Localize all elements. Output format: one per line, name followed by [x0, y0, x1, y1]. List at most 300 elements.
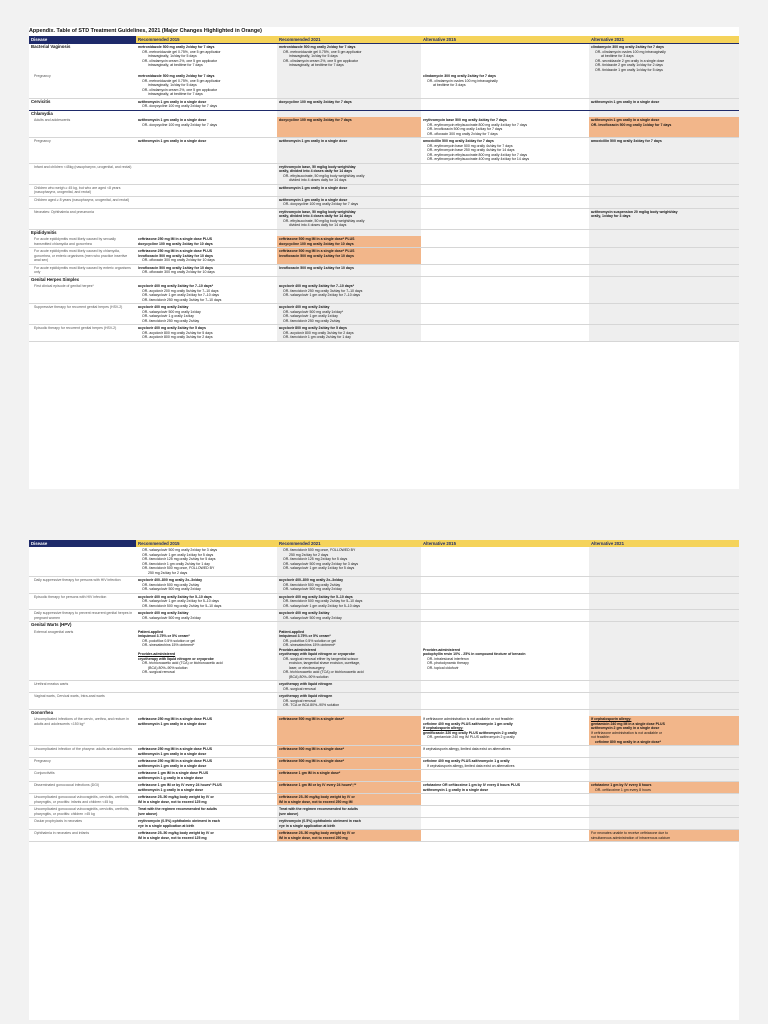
recommended-2015-cell [136, 283, 277, 304]
regimen-line: OR- tinidazole 2 gm orally 1x/day for 2 days [595, 63, 663, 67]
recommended-2021-cell [277, 830, 421, 842]
regimen-line: If cephalosporin allergy: [591, 717, 632, 721]
alternative-2015-cell [421, 782, 589, 794]
condition-label: Children aged ≥ 8 years (nasopharynx, urogenital, and rectal) [29, 196, 136, 208]
condition-label: For acute epididymitis most likely caused by enteric organisms only [29, 264, 136, 276]
alternative-2015-cell [421, 830, 589, 842]
regimen-line: laser, or electrosurgery [289, 665, 325, 670]
alternative-2015-cell [421, 794, 589, 806]
recommended-2015-cell [136, 709, 277, 716]
regimen-line: metronidazole 500 mg orally 2x/day for 7 days [138, 45, 215, 49]
regimen-line: OR- famciclovir 500 mg once, FOLLOWED BY [142, 566, 215, 570]
recommended-2015-cell [136, 98, 277, 110]
alternative-2021-cell [589, 117, 739, 138]
table-row [29, 325, 739, 342]
alternative-2021-cell [589, 547, 739, 577]
alternative-2021-cell [589, 818, 739, 830]
regimen-line: OR- gentamicin 240 mg IM PLUS azithromycin 2 g orally [427, 735, 515, 739]
regimen-line: doxycycline 100 mg orally 2x/day for 7 days [279, 118, 352, 122]
regimen-line: If ceftriaxone administration is not available or [591, 730, 663, 735]
regimen-line: ceftriaxone 1 gm IM or by IV every 24 hours*,** [279, 783, 357, 787]
alternative-2021-cell [589, 716, 739, 746]
alternative-2021-cell [589, 577, 739, 594]
alternative-2021-cell [589, 629, 739, 681]
recommended-2021-cell [277, 138, 421, 164]
table-row [29, 818, 739, 830]
alternative-2015-cell [421, 709, 589, 716]
alternative-2021-cell [589, 794, 739, 806]
regimen-line: OR- tinidazole 1 gm orally 1x/day for 5 days [595, 67, 663, 72]
regimen-line: OR- acyclovir 800 mg orally 3x/day for 2 days [142, 335, 213, 339]
table-row [29, 716, 739, 746]
regimen-line: OR- famciclovir 250 mg orally 3x/day for 7–10 days [142, 297, 222, 302]
recommended-2021-cell [277, 98, 421, 110]
regimen-line: OR- erythromycin ethylsuccinate 800 mg orally 4x/day for 7 days [427, 152, 528, 157]
table-row [29, 248, 739, 265]
regimen-line: orally, divided into 4 doses daily for 14 days [279, 214, 353, 218]
treatment-table-2 [29, 540, 739, 842]
regimen-line: OR- erythromycin base 500 mg orally 4x/day for 7 days [427, 143, 513, 148]
table-row [29, 746, 739, 758]
alternative-2021-cell [589, 138, 739, 164]
recommended-2021-cell [277, 782, 421, 794]
condition-label: Episodic therapy for recurrent genital herpes (HSV-2) [29, 325, 136, 342]
regimen-line: OR- photodynamic therapy [427, 661, 469, 665]
regimen-line: OR- levofloxacin 500 mg orally 1x/day for 7 days [591, 122, 672, 127]
regimen-line: azithromycin 1 gm orally in a single dose [279, 185, 348, 190]
section-title: Genital Warts (HPV) [29, 622, 136, 629]
condition-label [29, 547, 136, 577]
regimen-line: OR- valacyclovir 500 mg orally 2x/day [283, 587, 342, 591]
header-row [29, 36, 739, 44]
section-title: Cervicitis [29, 98, 136, 110]
regimen-line: azithromycin 1 gm orally in a single dose [279, 197, 348, 202]
header-recommended-2021: Recommended 2021 [277, 36, 421, 44]
regimen-line: clindamycin 300 mg orally 2x/day for 7 days [423, 74, 496, 78]
regimen-line: (see above) [138, 811, 158, 816]
condition-label: Uncomplicated infections of the cervix, urethra, and rectum in adults and adolescents <150 kg* [29, 716, 136, 746]
recommended-2021-cell [277, 746, 421, 758]
condition-label: Urethral meatus warts [29, 681, 136, 693]
regimen-line: 250 mg 2x/day for 2 days [289, 552, 329, 557]
recommended-2015-cell [136, 325, 277, 342]
alternative-2021-cell [589, 782, 739, 794]
regimen-line: podophyllin resin 10% - 25% in compound tincture of benzoin [423, 652, 526, 656]
alternative-2015-cell [421, 818, 589, 830]
table-row [29, 610, 739, 622]
alternative-2015-cell [421, 208, 589, 229]
regimen-line: OR- acyclovir 800 mg orally 2x/day for 5 days [142, 330, 213, 335]
alternative-2021-cell [589, 98, 739, 110]
regimen-line: OR- podofilox 0.5% solution or gel [142, 638, 196, 643]
regimen-line: erythromycin base, 50 mg/kg body weight/day [279, 164, 356, 169]
recommended-2021-cell [277, 622, 421, 629]
regimen-line: azithromycin 1 gm orally in a single dose [279, 139, 348, 143]
header-disease: Disease [29, 36, 136, 44]
regimen-line: Provider-administered [279, 647, 317, 652]
regimen-line: OR- famciclovir 250 mg orally 2x/day [283, 318, 341, 323]
regimen-line: OR- surgical removal either by tangential scissor [283, 656, 359, 661]
document-title: Appendix. Table of STD Treatment Guidelines, 2021 (Major Changes Highlighted in Orange) [29, 28, 262, 34]
regimen-line: OR- clindamycin ovules 100 mg intravaginally [595, 49, 666, 54]
recommended-2021-cell [277, 73, 421, 98]
treatment-table-1 [29, 36, 739, 342]
table-row [29, 163, 739, 184]
recommended-2021-cell [277, 196, 421, 208]
recommended-2015-cell [136, 818, 277, 830]
regimen-line: OR- clindamycin ovules 100 mg intravaginally [427, 78, 498, 83]
alternative-2015-cell [421, 304, 589, 325]
condition-label: Children who weigh ≥ 45 kg, but who are aged <8 years (nasopharynx, urogenital, and rectal) [29, 184, 136, 196]
regimen-line: 250 mg 2x/day for 2 days [148, 570, 188, 575]
regimen-line: orally, 1x/day for 3 days [591, 214, 631, 218]
table-row [29, 184, 739, 196]
recommended-2021-cell [277, 248, 421, 265]
regimen-line: OR- clindamycin cream 2%, one 5 gm applicator [283, 58, 359, 63]
regimen-line: ceftriaxone 25–50 mg/kg body weight by IV or [279, 831, 355, 835]
regimen-line: azithromycin 1 gm orally in a single dose [138, 118, 207, 122]
alternative-2021-cell [589, 709, 739, 716]
regimen-line: metronidazole 500 mg orally 2x/day for 7 days [138, 74, 215, 78]
recommended-2021-cell [277, 610, 421, 622]
regimen-line: OR- valacyclovir 500 mg orally 2x/day [142, 615, 201, 620]
regimen-line: imiquimod 3.75% or 5% cream* [279, 634, 331, 638]
regimen-line: OR- surgical removal [283, 698, 316, 703]
alternative-2015-cell [421, 758, 589, 770]
recommended-2015-cell [136, 73, 277, 98]
alternative-2021-cell [589, 622, 739, 629]
table-row [29, 577, 739, 594]
condition-label: Conjunctivitis [29, 770, 136, 782]
table-row [29, 593, 739, 610]
recommended-2015-cell [136, 138, 277, 164]
regimen-line: erythromycin base, 50 mg/kg body weight/day [279, 209, 356, 214]
regimen-line: levofloxacin 500 mg orally 1x/day for 10 days [279, 265, 354, 270]
recommended-2015-cell [136, 629, 277, 681]
regimen-line: cefixime 800 mg orally in a single dose* [595, 739, 661, 744]
regimen-line: IM in a single dose, not to exceed 125 mg [138, 799, 207, 804]
section-title: Bacterial Vaginosis [29, 44, 136, 74]
table-row [29, 304, 739, 325]
regimen-line: OR- trichloroacetic acid (TCA) or bichloroacetic acid [283, 670, 364, 674]
regimen-line: OR- levofloxacin 500 mg orally 1x/day for 7 days [427, 127, 503, 131]
regimen-line: OR- valacyclovir 1 gm orally 2x/day for 7–10 days [283, 293, 361, 297]
regimen-line: OR- surgical removal [142, 670, 175, 674]
table-row [29, 758, 739, 770]
regimen-line: at bedtime for 3 days [433, 83, 466, 87]
condition-label: Uncomplicated gonococcal vulvovaginitis, cervicitis, urethritis, pharyngitis, or proctitis: infants and children <45 kg [29, 794, 136, 806]
regimen-line: azithromycin 1 g orally in a single dose [423, 787, 489, 792]
alternative-2015-cell [421, 276, 589, 283]
regimen-line: OR- famciclovir 500 mg orally 2x/day [142, 582, 200, 587]
alternative-2015-cell [421, 806, 589, 818]
regimen-line: OR- erythromycin base 250 mg orally 4x/day for 14 days [427, 148, 515, 152]
alternative-2021-cell [589, 610, 739, 622]
regimen-line: OR- ofloxacin 300 mg orally 2x/day for 10 days [142, 258, 215, 262]
regimen-line: amoxicillin 500 mg orally 3x/day for 7 days [423, 139, 494, 143]
regimen-line: OR- famciclovir 500 mg orally 2x/day [283, 582, 341, 587]
recommended-2015-cell [136, 44, 277, 74]
alternative-2021-cell [589, 746, 739, 758]
recommended-2015-cell [136, 184, 277, 196]
regimen-line: OR- famciclovir 500 mg orally 2x/day for 5–10 days [283, 599, 363, 603]
condition-label: Adults and adolescents [29, 117, 136, 138]
alternative-2021-cell [589, 770, 739, 782]
recommended-2015-cell [136, 229, 277, 236]
regimen-line: erythromycin (0.5%) ophthalmic ointment in each [279, 819, 361, 823]
alternative-2021-cell [589, 758, 739, 770]
section-title: Epididymitis [29, 229, 136, 236]
regimen-line: Provider-administered [423, 647, 461, 652]
recommended-2021-cell [277, 693, 421, 710]
recommended-2021-cell [277, 110, 421, 117]
recommended-2021-cell [277, 229, 421, 236]
regimen-line: ceftriaxone 25–50 mg/kg body weight by IV or [138, 831, 214, 835]
section-row [29, 276, 739, 283]
regimen-line: ceftriaxone 25–50 mg/kg body weight by IV or [138, 795, 214, 799]
alternative-2021-cell [589, 229, 739, 236]
regimen-line: OR- famciclovir 500 mg once, FOLLOWED BY [283, 548, 356, 552]
regimen-line: ceftriaxone 250 mg IM in a single dose PLUS [138, 759, 213, 763]
recommended-2015-cell [136, 276, 277, 283]
recommended-2021-cell [277, 304, 421, 325]
regimen-line: OR- ethylsuccinate, 50 mg/kg body weight/day orally [283, 218, 365, 223]
recommended-2021-cell [277, 264, 421, 276]
recommended-2015-cell [136, 593, 277, 610]
table-row [29, 681, 739, 693]
alternative-2015-cell [421, 248, 589, 265]
alternative-2021-cell [589, 304, 739, 325]
recommended-2015-cell [136, 716, 277, 746]
regimen-line: OR- ofloxacin 300 mg orally 2x/day for 10 days [142, 270, 215, 274]
regimen-line: OR- valacyclovir 1 gm orally 2x/day for 7–10 days [142, 293, 220, 297]
regimen-line: ceftriaxone 1 gm IM or by IV every 24 hours* PLUS [138, 783, 222, 787]
regimen-line: (BCA) 80%–90% solution [289, 674, 329, 679]
recommended-2015-cell [136, 794, 277, 806]
section-row [29, 110, 739, 117]
recommended-2021-cell [277, 758, 421, 770]
regimen-line: ceftriaxone 250 mg IM in a single dose PLUS [138, 747, 213, 751]
regimen-line: cryotherapy with liquid nitrogen or cryoprobe [279, 652, 355, 656]
regimen-line: cryotherapy with liquid nitrogen [279, 694, 333, 698]
section-row [29, 44, 739, 74]
condition-label: Pregnancy [29, 758, 136, 770]
condition-label: Pregnancy [29, 138, 136, 164]
recommended-2021-cell [277, 794, 421, 806]
header-row [29, 540, 739, 547]
condition-label: Neonates: Ophthalmia and pneumonia [29, 208, 136, 229]
regimen-line: acyclovir 400 mg orally 2x/day [279, 305, 330, 309]
regimen-line: OR- clindamycin cream 2%, one 5 gm applicator [142, 58, 218, 63]
alternative-2015-cell [421, 138, 589, 164]
regimen-line: cefotaxime 1 gm by IV every 8 hours [591, 783, 652, 787]
section-row [29, 709, 739, 716]
regimen-line: If ceftriaxone administration is not available or not feasible: [423, 717, 514, 721]
regimen-line: azithromycin 1 gm orally in a single dose [591, 99, 660, 104]
regimen-line: azithromycin 2 gm orally in a single dose [591, 726, 660, 730]
regimen-line: cefixime 400 mg orally PLUS azithromycin 1 g orally [423, 759, 510, 763]
recommended-2021-cell [277, 208, 421, 229]
alternative-2015-cell [421, 577, 589, 594]
regimen-line: OR- acyclovir 200 mg orally 5x/day for 7–10 days [142, 288, 219, 293]
regimen-line: OR- metronidazole gel 0.75%, one 5 gm applicator [142, 78, 221, 83]
regimen-line: OR- erythromycin ethylsuccinate 400 mg orally 4x/day for 14 days [427, 157, 530, 161]
recommended-2021-cell [277, 709, 421, 716]
regimen-line: cryotherapy with liquid nitrogen [279, 682, 333, 686]
regimen-line: Patient-applied [138, 629, 164, 634]
regimen-line: acyclovir 400 mg orally 3x/day for 7–10 days* [279, 284, 355, 288]
regimen-line: Provider-administered [138, 652, 176, 656]
alternative-2015-cell [421, 184, 589, 196]
regimen-line: acyclovir 400 mg orally 3x/day for 5 days [138, 326, 206, 330]
regimen-line: OR- valacyclovir 1 gm orally 2x/day for 5–10 days [142, 599, 220, 603]
regimen-line: OR- valacyclovir 1 gm orally 1x/day [283, 314, 338, 318]
recommended-2021-cell [277, 681, 421, 693]
condition-label: Suppressive therapy for recurrent genital herpes (HSV-2) [29, 304, 136, 325]
recommended-2015-cell [136, 770, 277, 782]
regimen-line: levofloxacin 500 mg orally 1x/day for 10 days [279, 253, 354, 258]
header-alternative-2015: Alternative 2015 [421, 36, 589, 44]
section-title: Chlamydia [29, 110, 136, 117]
regimen-line: acyclovir 400–800 mg orally 2x–3x/day [279, 578, 344, 582]
recommended-2021-cell [277, 276, 421, 283]
regimen-line: OR- valacyclovir 1 gm orally 1x/day for 5 days [283, 566, 355, 570]
regimen-line: ceftriaxone 250 mg IM in a single dose PLUS [138, 249, 213, 253]
header-recommended-2015: Recommended 2015 [136, 540, 277, 547]
regimen-line: OR- famciclovir 250 mg orally 2x/day [142, 318, 200, 323]
recommended-2015-cell [136, 693, 277, 710]
condition-label: Vaginal warts, Cervical warts, Intra-anal warts [29, 693, 136, 710]
alternative-2015-cell [421, 44, 589, 74]
recommended-2015-cell [136, 208, 277, 229]
regimen-line: OR- valacyclovir 500 mg orally 2x/day [283, 615, 342, 620]
recommended-2015-cell [136, 681, 277, 693]
recommended-2015-cell [136, 746, 277, 758]
regimen-line: eye in a single application at birth [138, 823, 195, 828]
table-row [29, 693, 739, 710]
regimen-line: (see above) [279, 811, 299, 816]
table-row [29, 208, 739, 229]
table-body-2 [29, 547, 739, 842]
section-title: Genital Herpes Simplex [29, 276, 136, 283]
recommended-2021-cell [277, 629, 421, 681]
table-row [29, 138, 739, 164]
regimen-line: OR- valacyclovir 500 mg orally 1x/day* [283, 309, 344, 314]
alternative-2015-cell [421, 746, 589, 758]
regimen-line: clindamycin 300 mg orally 2x/day for 7 days [591, 45, 664, 49]
regimen-line: OR- podofilox 0.5% solution or gel [283, 638, 337, 643]
regimen-line: OR- valacyclovir 1 gm orally 2x/day for 5–10 days [283, 603, 361, 608]
page-2 [29, 540, 739, 1020]
alternative-2021-cell [589, 830, 739, 842]
alternative-2021-cell [589, 236, 739, 248]
alternative-2021-cell [589, 196, 739, 208]
recommended-2021-cell [277, 716, 421, 746]
alternative-2021-cell [589, 283, 739, 304]
regimen-line: gentamicin 240 mg IM in a single dose PLUS [591, 721, 665, 726]
regimen-line: erythromycin (0.5%) ophthalmic ointment in each [138, 819, 220, 823]
condition-label: Disseminated gonococcal infections (DGI) [29, 782, 136, 794]
regimen-line: ceftriaxone 500 mg IM in a single dose* [279, 717, 345, 721]
regimen-line: ceftriaxone 250 mg IM in a single dose PLUS [138, 717, 213, 721]
regimen-line: metronidazole 500 mg orally 2x/day for 7 days [279, 45, 356, 49]
alternative-2015-cell [421, 196, 589, 208]
regimen-line: OR- sinecatechins 15% ointment* [283, 643, 336, 647]
recommended-2015-cell [136, 610, 277, 622]
condition-label: For acute epididymitis most likely caused by chlamydia, gonorrhea, or enteric organisms (men who practice insertive anal sex) [29, 248, 136, 265]
table-row [29, 264, 739, 276]
regimen-line: (BCA) 80%–90% solution [148, 665, 188, 670]
recommended-2021-cell [277, 593, 421, 610]
alternative-2021-cell [589, 325, 739, 342]
regimen-line: OR- sinecatechins 15% ointment* [142, 643, 195, 647]
header-alternative-2015: Alternative 2015 [421, 540, 589, 547]
alternative-2021-cell [589, 693, 739, 710]
regimen-line: OR- secnidazole 2 gm orally in a single dose [595, 58, 665, 63]
regimen-line: OR- doxycycline 100 mg orally 2x/day for 7 days [142, 122, 218, 127]
recommended-2015-cell [136, 547, 277, 577]
regimen-line: IM in a single dose, not to exceed 250 mg IM [279, 799, 353, 804]
header-recommended-2015: Recommended 2015 [136, 36, 277, 44]
regimen-line: orally, divided into 4 doses daily for 14 days [279, 169, 353, 173]
regimen-line: OR- surgical removal [283, 686, 316, 691]
regimen-line: acyclovir 400 mg orally 3x/day [279, 611, 330, 615]
alternative-2015-cell [421, 629, 589, 681]
condition-label: External anogenital warts [29, 629, 136, 681]
table-row [29, 629, 739, 681]
regimen-line: amoxicillin 500 mg orally 3x/day for 7 days [591, 139, 662, 143]
condition-label: Daily suppressive therapy to prevent recurrent genital herpes in pregnant women [29, 610, 136, 622]
regimen-line: not feasible: [591, 735, 610, 739]
alternative-2015-cell [421, 693, 589, 710]
regimen-line: Treat with the regimen recommended for adults [279, 807, 358, 811]
alternative-2021-cell [589, 110, 739, 117]
recommended-2015-cell [136, 196, 277, 208]
alternative-2021-cell [589, 163, 739, 184]
regimen-line: intravaginally, 1x/day for 5 days [289, 54, 338, 58]
alternative-2015-cell [421, 117, 589, 138]
recommended-2015-cell [136, 577, 277, 594]
regimen-line: acyclovir 400 mg orally 2x/day [138, 305, 189, 309]
alternative-2021-cell [589, 681, 739, 693]
recommended-2021-cell [277, 577, 421, 594]
recommended-2021-cell [277, 770, 421, 782]
regimen-line: ceftriaxone 1 gm IM in a single dose PLUS [138, 771, 209, 775]
regimen-line: azithromycin suspension 20 mg/kg body weight/day [591, 209, 678, 214]
regimen-line: cefixime 400 mg orally PLUS azithromycin 1 gm orally [423, 721, 513, 726]
regimen-line: OR- valacyclovir 500 mg orally 2x/day for 3 days [283, 561, 359, 566]
regimen-line: ceftriaxone 500 mg IM in a single dose* PLUS [279, 249, 355, 253]
recommended-2021-cell [277, 818, 421, 830]
section-row [29, 622, 739, 629]
table-row [29, 117, 739, 138]
regimen-line: excision, tangential shave excision, curettage, [289, 661, 361, 665]
recommended-2021-cell [277, 184, 421, 196]
table-row [29, 770, 739, 782]
regimen-line: ceftriaxone 25–50 mg/kg body weight by IV or [279, 795, 355, 799]
regimen-line: intravaginally, at bedtime for 7 days [148, 92, 203, 96]
regimen-line: IM in a single dose, not to exceed 250 mg [279, 835, 348, 840]
recommended-2021-cell [277, 163, 421, 184]
regimen-line: doxycycline 100 mg orally 2x/day for 7 days [279, 99, 352, 104]
recommended-2015-cell [136, 782, 277, 794]
regimen-line: OR- famciclovir 250 mg orally 3x/day for 7–10 days [283, 288, 363, 293]
recommended-2015-cell [136, 758, 277, 770]
regimen-line: OR- topical cidofovir [427, 665, 459, 670]
regimen-line: OR- clindamycin cream 2%, one 5 gm applicator [142, 87, 218, 92]
regimen-line: cefotaxime OR ceftizoxime 1 gm by IV every 8 hours PLUS [423, 783, 521, 787]
regimen-line: intravaginally, 1x/day for 5 days [148, 83, 197, 87]
